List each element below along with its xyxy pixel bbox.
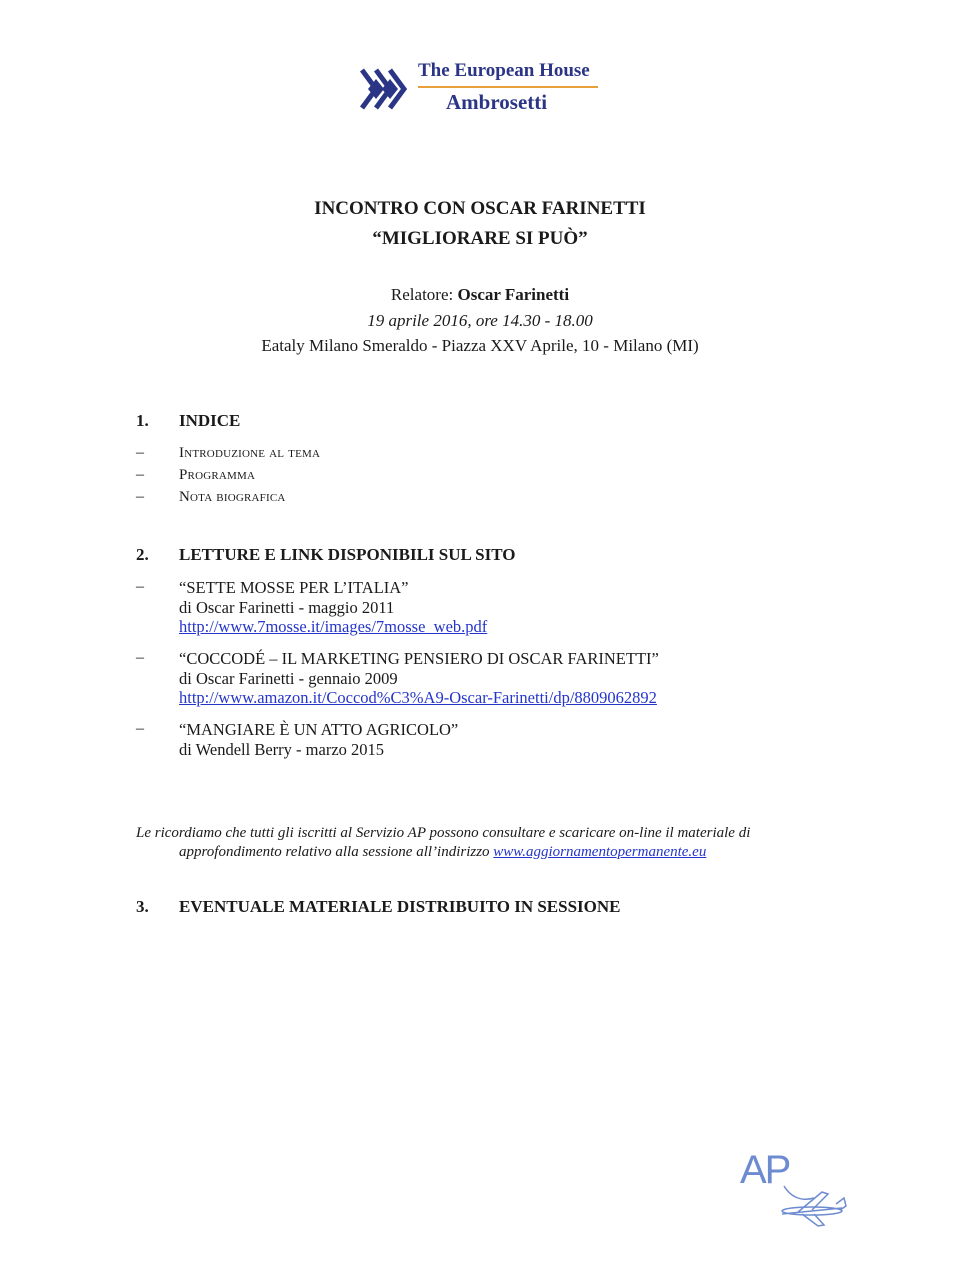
note-line2: approfondimento relativo alla sessione all’indirizzo [179,844,494,860]
reading-item [179,720,458,759]
logo-mark-icon [358,66,414,112]
logo-line2: Ambrosetti [446,90,548,114]
list-dash: – [136,578,144,595]
logo-line1: The European House [418,60,590,81]
reading-title: “MANGIARE È UN ATTO AGRICOLO” [179,720,459,739]
section-number: 1. [136,411,149,430]
section-title: EVENTUALE MATERIALE DISTRIBUITO IN SESSIONE [179,897,621,916]
section-title: LETTURE E LINK DISPONIBILI SUL SITO [179,545,516,564]
reading-author: di Oscar Farinetti - maggio 2011 [179,597,395,617]
event-date: 19 aprile 2016, ore 14.30 - 18.00 [367,311,593,330]
airplane-icon [738,1148,856,1232]
index-item: Programma [179,467,256,483]
reading-author: di Oscar Farinetti - gennaio 2009 [179,668,398,688]
document-subtitle: “MIGLIORARE SI PUÒ” [372,228,588,249]
list-dash: – [136,720,144,737]
ap-logo-text: AP [740,1148,790,1192]
document-title: INCONTRO CON OSCAR FARINETTI [314,198,646,219]
section-number: 2. [136,545,149,564]
note-link[interactable]: www.aggiornamentopermanente.eu [493,844,707,860]
reading-author: di Wendell Berry - marzo 2015 [179,739,385,759]
speaker-line [0,285,960,305]
logo-divider [418,86,598,88]
reading-link[interactable]: http://www.7mosse.it/images/7mosse_web.pdf [179,617,488,636]
note-line1: Le ricordiamo che tutti gli iscritti al Servizio AP possono consultare e scaricare on-line il materiale di [136,825,751,841]
list-dash: – [136,649,144,666]
section-number: 3. [136,897,149,916]
section-title: INDICE [179,411,241,430]
reading-item [179,578,487,637]
index-item: Introduzione al tema [179,445,321,461]
event-location: Eataly Milano Smeraldo - Piazza XXV Aprile, 10 - Milano (MI) [261,336,699,355]
reading-link[interactable]: http://www.amazon.it/Coccod%C3%A9-Oscar-Farinetti/dp/8809062892 [179,688,657,707]
access-note [136,824,836,862]
company-logo [358,58,608,118]
list-dash: – [136,444,144,461]
reading-title: “COCCODÉ – IL MARKETING PENSIERO DI OSCAR FARINETTI” [179,649,659,668]
index-item: Nota biografica [179,489,286,505]
list-dash: – [136,466,144,483]
speaker-label: Relatore: [390,285,458,304]
reading-title: “SETTE MOSSE PER L’ITALIA” [179,578,409,597]
list-dash: – [136,488,144,505]
speaker-name: Oscar Farinetti [457,285,570,304]
ap-logo [738,1148,856,1232]
reading-item [179,649,659,708]
